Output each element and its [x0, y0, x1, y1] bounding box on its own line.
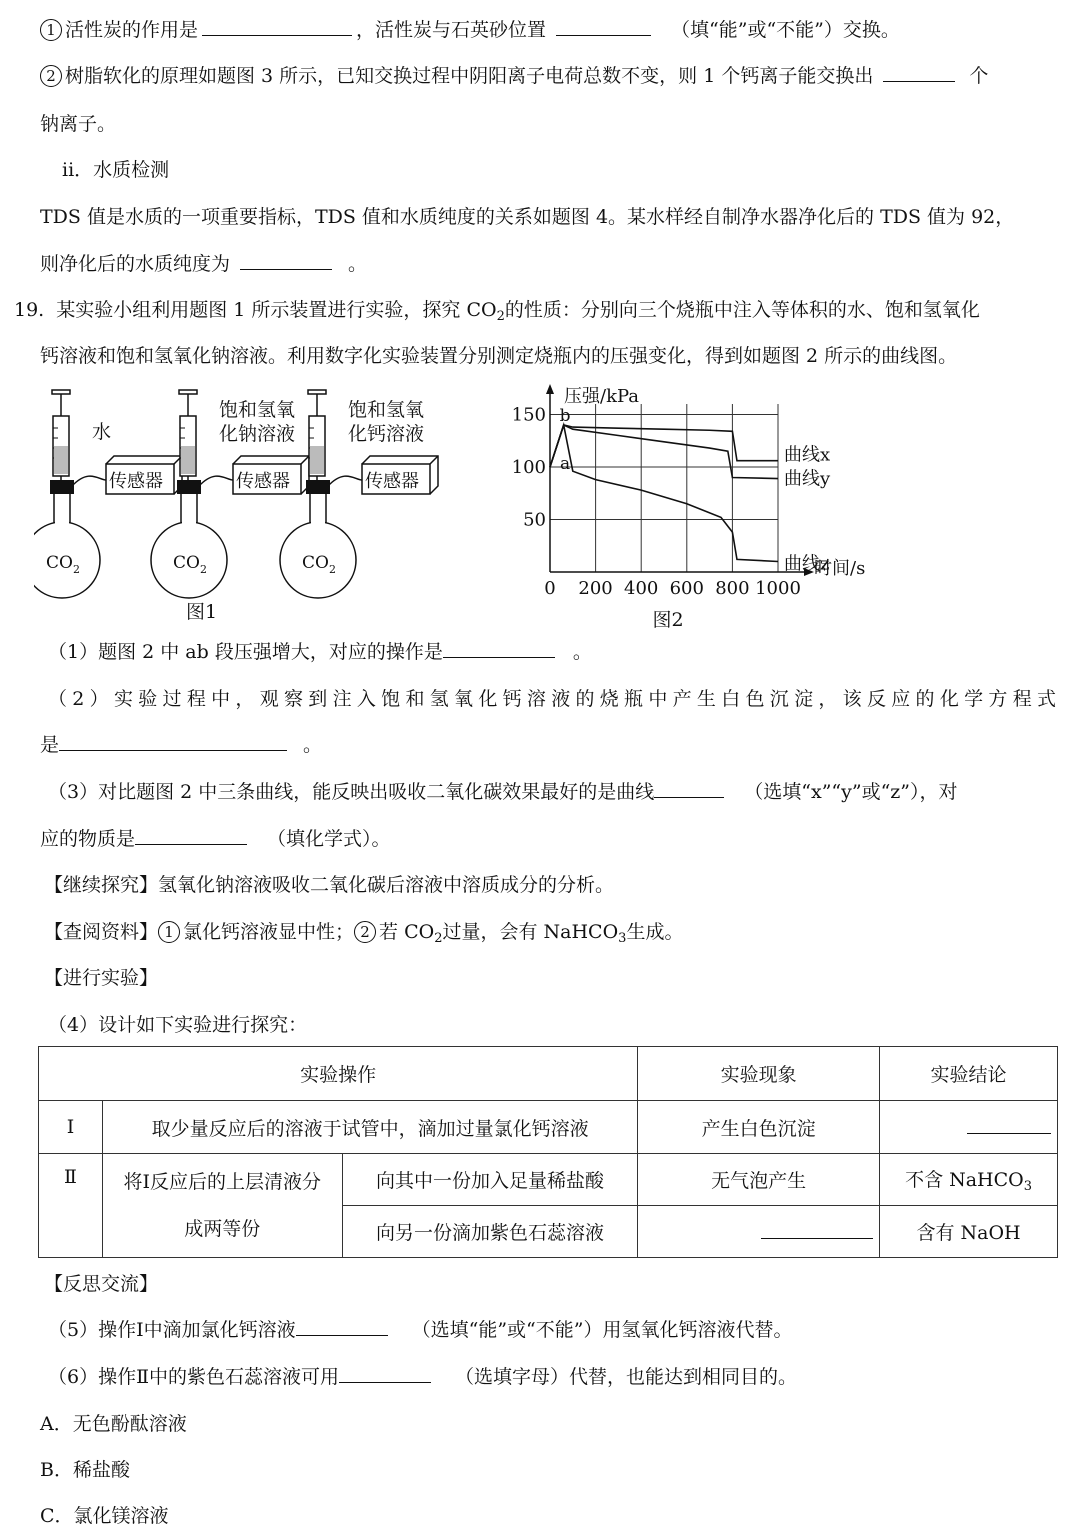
- answer-blank[interactable]: [883, 63, 955, 82]
- q3-line1: （3）对比题图 2 中三条曲线，能反映出吸收二氧化碳效果最好的是曲线 （选填“x”“y”或“z”），对: [48, 781, 958, 803]
- tds-line1: TDS 值是水质的一项重要指标，TDS 值和水质纯度的关系如题图 4。某水样经自制净水器净化后的 TDS 值为 92，: [40, 206, 1015, 228]
- table-header-row: 实验操作 实验现象 实验结论: [39, 1047, 1058, 1101]
- x-tick-label: 800: [715, 578, 750, 599]
- y-axis-arrow: [546, 384, 554, 394]
- q4: （4）设计如下实验进行探究：: [48, 1014, 308, 1036]
- figure1-apparatus: [34, 388, 444, 628]
- figure2-caption: 图2: [652, 609, 684, 630]
- svg-text:水: 水: [92, 421, 112, 443]
- table-row: 向另一份滴加紫色石蕊溶液 含有 NaOH: [39, 1206, 1058, 1258]
- x-tick-label: 600: [669, 578, 704, 599]
- x-tick-label: 200: [578, 578, 613, 599]
- tds-line2: 则净化后的水质纯度为 。: [40, 253, 368, 275]
- y-axis-label: 压强/kPa: [564, 386, 640, 407]
- series-label: 曲线y: [784, 468, 831, 490]
- q1: （1）题图 2 中 ab 段压强增大，对应的操作是 。: [48, 641, 592, 663]
- answer-blank[interactable]: [556, 17, 651, 36]
- svg-text:饱和氢氧: 饱和氢氧: [348, 399, 425, 421]
- answer-blank[interactable]: [654, 779, 724, 798]
- y-tick-label: 150: [511, 404, 546, 426]
- q3-line2: 应的物质是 （填化学式）。: [40, 828, 391, 850]
- x-axis-label: 时间/s: [814, 558, 866, 579]
- svg-text:传感器: 传感器: [236, 471, 290, 492]
- svg-text:CO2: $CO_2$: [46, 553, 80, 576]
- answer-blank[interactable]: [135, 826, 247, 845]
- circled-number-2: 2: [40, 65, 62, 87]
- x-tick-label: 1000: [755, 578, 801, 599]
- svg-text:饱和氢氧: 饱和氢氧: [219, 399, 296, 421]
- do-experiment: 【进行实验】: [44, 967, 159, 989]
- point-label-b: b: [559, 406, 571, 426]
- series-label: 曲线x: [784, 444, 831, 466]
- y-tick-label: 100: [511, 457, 546, 478]
- q5: （5）操作Ⅰ中滴加氯化钙溶液 （选填“能”或“不能”）用氢氧化钙溶液代替。: [48, 1319, 793, 1341]
- svg-text:化钙溶液: 化钙溶液: [348, 423, 425, 445]
- y-tick-label: 50: [523, 509, 546, 531]
- q18-line1: 1 活性炭的作用是 ，活性炭与石英砂位置 （填“能”或“不能”）交换。: [40, 16, 1056, 44]
- figure1-caption: 图1: [186, 601, 218, 623]
- answer-blank[interactable]: [202, 17, 352, 36]
- answer-blank[interactable]: [443, 639, 555, 658]
- apparatus-unit-caoh2: [280, 390, 438, 598]
- q18-line2: 2 树脂软化的原理如题图 3 所示，已知交换过程中阴阳离子电荷总数不变，则 1 个钙离子能交换出 个: [40, 62, 1056, 90]
- experiment-table: [38, 1046, 1058, 1258]
- table-row: Ⅱ 将Ⅰ反应后的上层清液分 成两等份 向其中一份加入足量稀盐酸 无气泡产生 不含 NaHCO$_3$: [39, 1154, 1058, 1206]
- svg-text:化钠溶液: 化钠溶液: [219, 423, 296, 445]
- answer-blank[interactable]: [761, 1220, 873, 1239]
- x-tick-label: 0: [544, 578, 556, 599]
- q18-line3: 钠离子。: [40, 113, 117, 135]
- figure2-pressure-chart: [508, 384, 888, 630]
- svg-text:CO2: $CO_2$: [302, 553, 336, 576]
- series-label: 曲线z: [784, 553, 830, 575]
- table-row: Ⅰ 取少量反应后的溶液于试管中，滴加过量氯化钙溶液 产生白色沉淀: [39, 1101, 1058, 1154]
- answer-blank[interactable]: [59, 732, 287, 751]
- circled-number-1: 1: [40, 19, 62, 41]
- option-c[interactable]: C．氯化镁溶液: [40, 1505, 169, 1527]
- series-line-z: [550, 425, 778, 562]
- series-line-y: [550, 425, 778, 479]
- answer-blank[interactable]: [240, 251, 332, 270]
- option-b[interactable]: B．稀盐酸: [40, 1459, 130, 1481]
- q6: （6）操作Ⅱ中的紫色石蕊溶液可用 （选填字母）代替，也能达到相同目的。: [48, 1366, 798, 1388]
- svg-text:传感器: 传感器: [365, 471, 419, 492]
- point-label-a: a: [560, 454, 571, 474]
- svg-text:传感器: 传感器: [109, 471, 163, 492]
- answer-blank[interactable]: [339, 1364, 431, 1383]
- answer-blank[interactable]: [967, 1115, 1051, 1134]
- x-tick-label: 400: [624, 578, 659, 599]
- q2-line2: 是 。: [40, 734, 323, 756]
- answer-blank[interactable]: [296, 1317, 388, 1336]
- svg-text:CO2: $CO_2$: [173, 553, 207, 576]
- section-ii-heading: ii．水质检测: [62, 159, 170, 181]
- option-a[interactable]: A．无色酚酞溶液: [40, 1413, 187, 1435]
- continue-explore: 【继续探究】氢氧化钠溶液吸收二氧化碳后溶液中溶质成分的分析。: [44, 874, 615, 896]
- reflect-heading: 【反思交流】: [44, 1273, 159, 1295]
- reference-info: 【查阅资料】 1 氯化钙溶液显中性； 2 若 $CO_2$过量，会有 NaHCO$_3$生成。: [44, 921, 684, 946]
- q19-intro1: 19. 某实验小组利用题图 1 所示装置进行实验，探究 $CO_2$的性质：分别向三个烧瓶中注入等体积的水、饱和氢氧化: [14, 299, 980, 324]
- q19-intro2: 钙溶液和饱和氢氧化钠溶液。利用数字化实验装置分别测定烧瓶内的压强变化，得到如题图 2 所示的曲线图。: [40, 345, 958, 367]
- q2-line1: （2）实验过程中，观察到注入饱和氢氧化钙溶液的烧瓶中产生白色沉淀，该反应的化学方程式: [48, 688, 1056, 710]
